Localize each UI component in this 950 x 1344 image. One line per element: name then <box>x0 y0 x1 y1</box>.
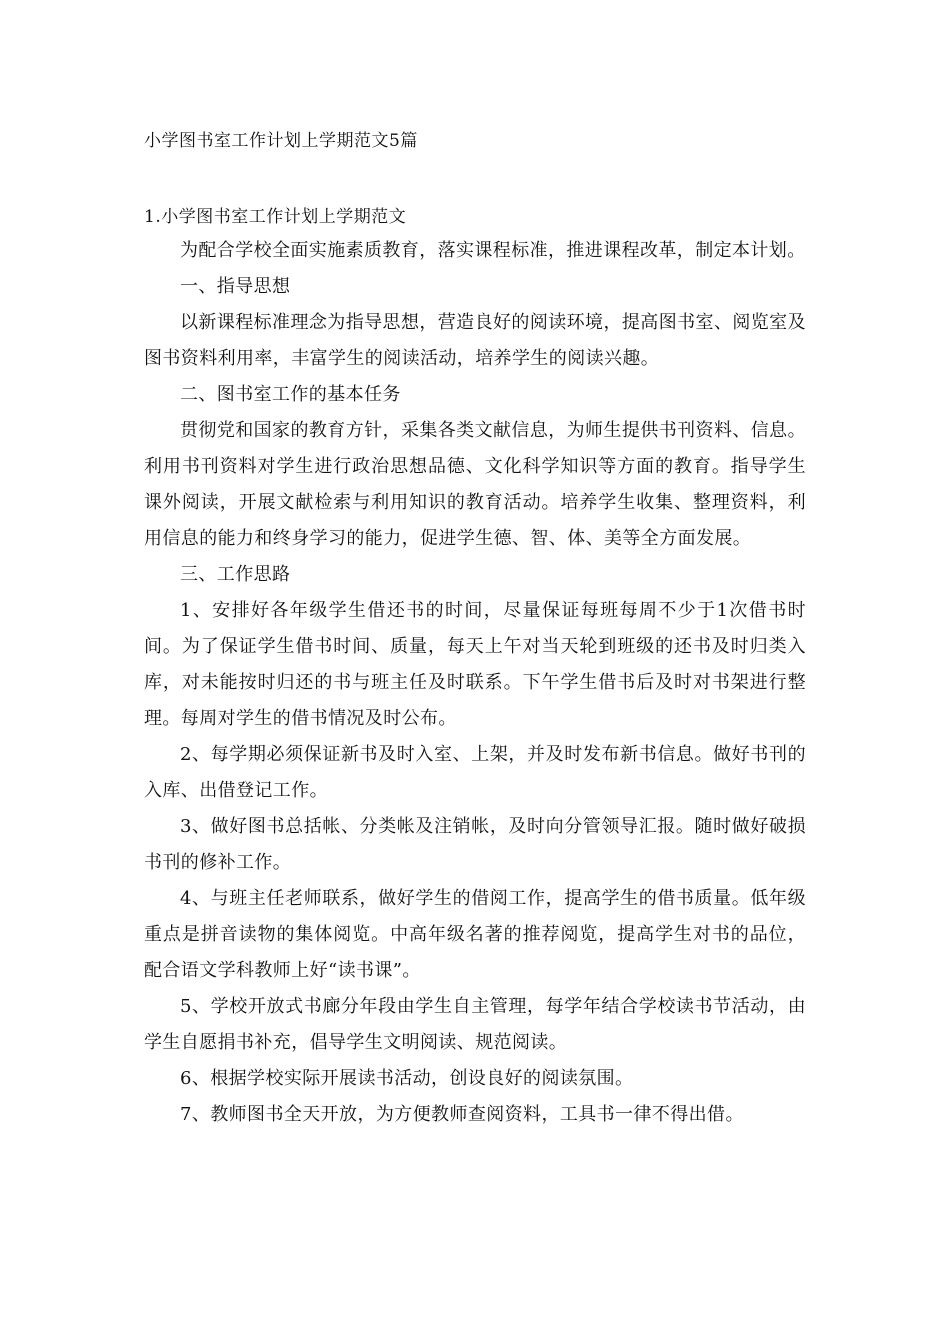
paragraph-guiding-ideology: 以新课程标准理念为指导思想，营造良好的阅读环境，提高图书室、阅览室及图书资料利用率，丰富学生的阅读活动，培养学生的阅读兴趣。 <box>144 312 806 369</box>
list-item: 3、做好图书总括帐、分类帐及注销帐，及时向分管领导汇报。随时做好破损书刊的修补工作。 <box>144 816 806 873</box>
intro-paragraph: 为配合学校全面实施素质教育，落实课程标准，推进课程改革，制定本计划。 <box>180 240 806 261</box>
list-item: 7、教师图书全天开放，为方便教师查阅资料，工具书一律不得出借。 <box>180 1104 744 1125</box>
document-title: 小学图书室工作计划上学期范文5篇 <box>144 131 418 151</box>
list-item: 5、学校开放式书廊分年段由学生自主管理，每学年结合学校读书节活动，由学生自愿捐书补充，倡导学生文明阅读、规范阅读。 <box>144 996 806 1053</box>
document-body <box>144 233 806 1133</box>
list-item: 2、每学期必须保证新书及时入室、上架，并及时发布新书信息。做好书刊的入库、出借登记工作。 <box>144 744 806 801</box>
list-item: 1、安排好各年级学生借还书的时间，尽量保证每班每周不少于1次借书时间。为了保证学生借书时间、质量，每天上午对当天轮到班级的还书及时归类入库，对未能按时归还的书与班主任及时联系。下午学生借书后及时对书架进行整理。每周对学生的借书情况及时公布。 <box>144 600 806 729</box>
heading-work-ideas: 三、工作思路 <box>180 564 291 585</box>
list-item: 4、与班主任老师联系，做好学生的借阅工作，提高学生的借书质量。低年级重点是拼音读物的集体阅览。中高年级名著的推荐阅览，提高学生对书的品位，配合语文学科教师上好“读书课”。 <box>144 888 806 981</box>
heading-basic-tasks: 二、图书室工作的基本任务 <box>180 384 401 405</box>
paragraph-basic-tasks: 贯彻党和国家的教育方针，采集各类文献信息，为师生提供书刊资料、信息。利用书刊资料对学生进行政治思想品德、文化科学知识等方面的教育。指导学生课外阅读，开展文献检索与利用知识的教育活动。培养学生收集、整理资料，利用信息的能力和终身学习的能力，促进学生德、智、体、美等全方面发展。 <box>144 420 806 549</box>
list-item: 6、根据学校实际开展读书活动，创设良好的阅读氛围。 <box>180 1068 634 1089</box>
section-title: 1.小学图书室工作计划上学期范文 <box>144 207 407 227</box>
heading-guiding-ideology: 一、指导思想 <box>180 276 291 297</box>
